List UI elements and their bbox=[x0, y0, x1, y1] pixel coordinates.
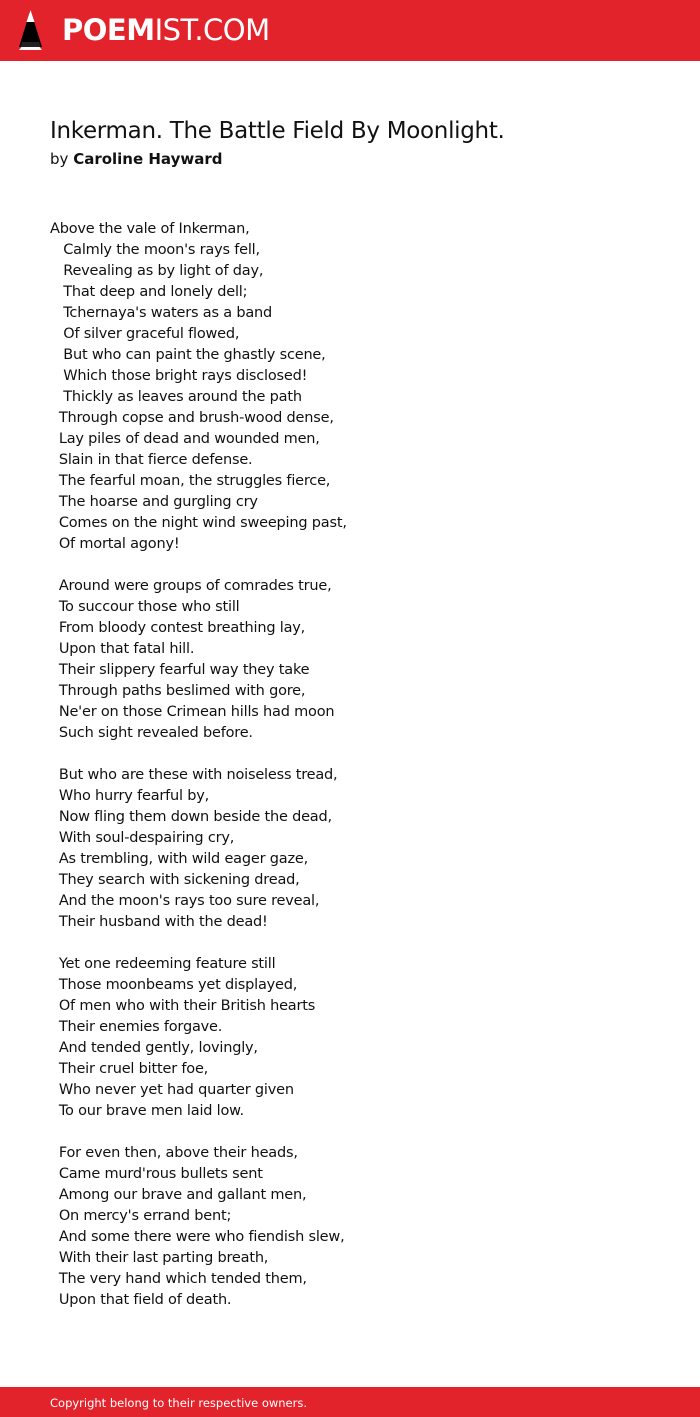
site-footer bbox=[0, 1387, 700, 1417]
by-label: by bbox=[50, 150, 69, 168]
author-name: Caroline Hayward bbox=[73, 150, 223, 168]
poem-text: Above the vale of Inkerman, Calmly the moon's rays fell, Revealing as by light of day, That deep and lonely dell; Tchernaya's waters as a band Of silver graceful flowed, But who can paint the ghastly scene, Which those bright rays disclosed! Thickly as leaves around the path Through copse and brush-wood dense, Lay piles of dead and wounded men, Slain in that fierce defense. The fearful moan, the struggles fierce, The hoarse and gurgling cry Comes on the night wind sweeping past, Of mortal agony! Around were groups of comrades true, To succour those who still From bloody contest breathing lay, Upon that fatal hill. Their slippery fearful way they take Through paths beslimed with gore, Ne'er on those Crimean hills had moon Such sight revealed before. But who are these with noiseless tread, Who hurry fearful by, Now fling them down beside the dead, With soul-despairing cry, As trembling, with wild eager gaze, They search with sickening dread, And the moon's rays too sure reveal, Their husband with the dead! Yet one redeeming feature still Those moonbeams yet displayed, Of men who with their British hearts Their enemies forgave. And tended gently, lovingly, Their cruel bitter foe, Who never yet had quarter given To our brave men laid low. For even then, above their heads, Came murd'rous bullets sent Among our brave and gallant men, On mercy's errand bent; And some there were who fiendish slew, With their last parting breath, The very hand which tended them, Upon that field of death. bbox=[50, 221, 347, 1308]
poem-title: Inkerman. The Battle Field By Moonlight. bbox=[50, 118, 505, 144]
byline bbox=[50, 149, 222, 169]
site-logo[interactable] bbox=[62, 12, 270, 48]
site-header bbox=[0, 0, 700, 61]
copyright-text: Copyright belong to their respective owners. bbox=[50, 1396, 308, 1410]
pencil-icon[interactable] bbox=[18, 9, 43, 51]
logo-light-text: IST.COM bbox=[154, 13, 270, 47]
logo-bold-text: POEM bbox=[62, 13, 155, 47]
